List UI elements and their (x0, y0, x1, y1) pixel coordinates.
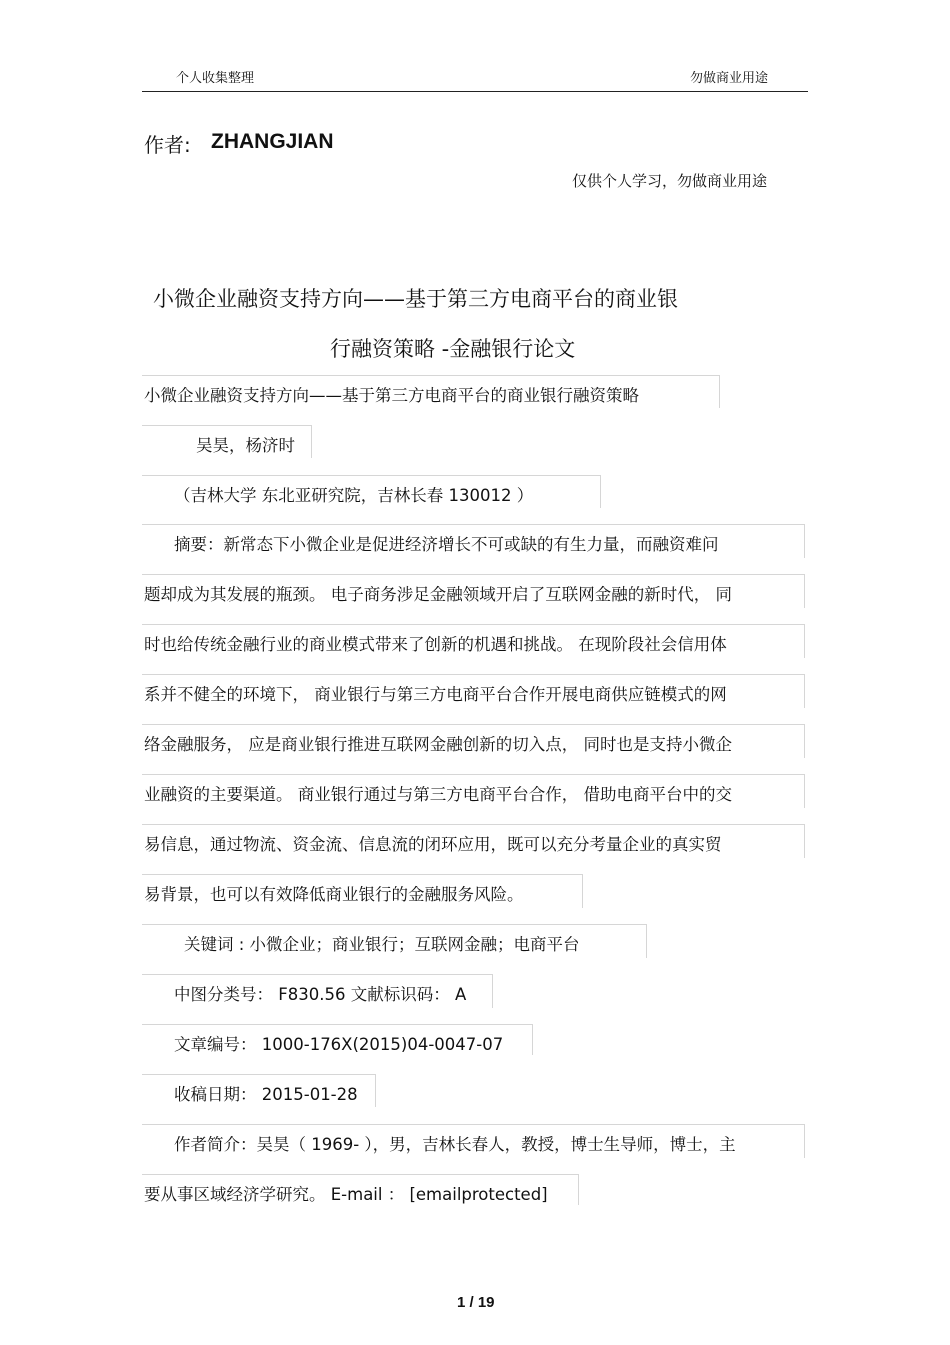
abstract-line: 题却成为其发展的瓶颈。 电子商务涉足金融领域开启了互联网金融的新时代， 同 (144, 585, 732, 604)
abstract-line: 业融资的主要渠道。 商业银行通过与第三方电商平台合作， 借助电商平台中的交 (144, 785, 732, 804)
abstract-line: 系并不健全的环境下， 商业银行与第三方电商平台合作开展电商供应链模式的网 (144, 685, 727, 704)
received-date: 收稿日期： 2015-01-28 (174, 1085, 358, 1104)
author-name: ZHANGJIAN (211, 130, 334, 153)
header-right-text: 勿做商业用途 (690, 71, 769, 86)
header-divider (142, 91, 808, 92)
keywords: 关键词 : 小微企业；商业银行；互联网金融；电商平台 (184, 935, 580, 954)
page-title-line2: 行融资策略 -金融银行论文 (330, 337, 576, 361)
abstract-line: 易背景，也可以有效降低商业银行的金融服务风险。 (144, 885, 524, 904)
usage-notice: 仅供个人学习，勿做商业用途 (572, 172, 768, 190)
article-number: 文章编号： 1000-176X(2015)04-0047-07 (174, 1035, 504, 1054)
subtitle: 小微企业融资支持方向——基于第三方电商平台的商业银行融资策略 (144, 386, 639, 405)
author-bio-line: 作者简介：吴昊（ 1969- ），男，吉林长春人，教授，博士生导师，博士，主 (174, 1135, 736, 1154)
author-bio-line: 要从事区域经济学研究。 E-mail ： [emailprotected] (144, 1185, 548, 1204)
authors: 吴昊，杨济时 (196, 436, 295, 455)
page-title-line1: 小微企业融资支持方向——基于第三方电商平台的商业银 (153, 287, 678, 311)
abstract-line: 摘要：新常态下小微企业是促进经济增长不可或缺的有生力量，而融资难问 (174, 535, 719, 554)
abstract-line: 易信息，通过物流、资金流、信息流的闭环应用，既可以充分考量企业的真实贸 (144, 835, 722, 854)
abstract-line: 络金融服务， 应是商业银行推进互联网金融创新的切入点， 同时也是支持小微企 (144, 735, 732, 754)
header-left-text: 个人收集整理 (176, 71, 255, 86)
page-number: 1 / 19 (457, 1294, 495, 1311)
abstract-line: 时也给传统金融行业的商业模式带来了创新的机遇和挑战。 在现阶段社会信用体 (144, 635, 727, 654)
classification: 中图分类号： F830.56 文献标识码： A (174, 985, 467, 1004)
affiliation: （吉林大学 东北亚研究院，吉林长春 130012 ） (174, 486, 534, 505)
author-label: 作者: (144, 133, 191, 157)
